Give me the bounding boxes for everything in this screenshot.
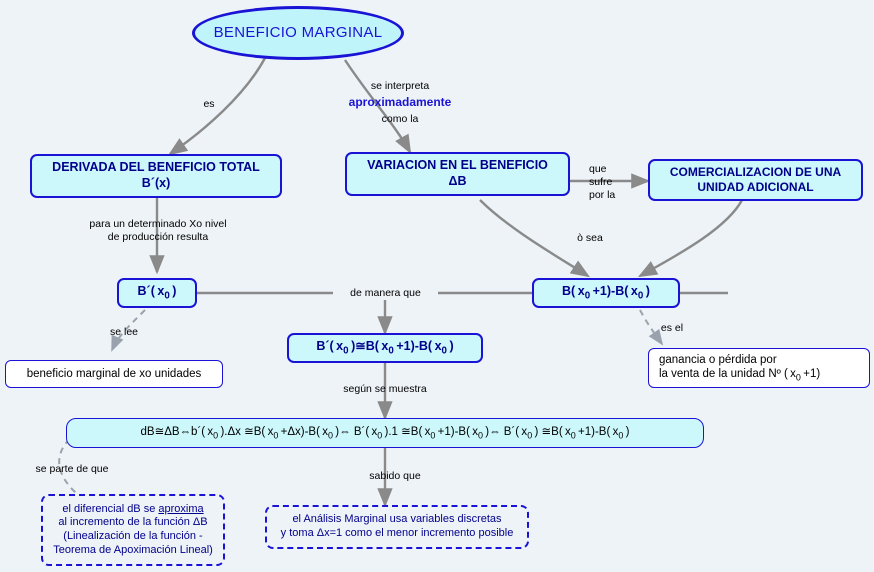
node-variacion-beneficio[interactable] [345,152,570,196]
node-diferencial-line3: (Linealización de la función - [63,530,203,542]
node-analisis-line1: el Análisis Marginal usa variables discretas [292,513,502,526]
edge-label-o-sea: ò sea [577,232,603,244]
node-derivada-beneficio-total[interactable] [30,154,282,198]
edge-label-sabido-que: sabido que [369,470,421,482]
edge-label-para-determinado-l1: para un determinado Xo nivel [89,218,227,230]
node-comercializacion-line1: COMERCIALIZACION DE UNA [669,165,842,179]
node-comercializacion-line2: UNIDAD ADICIONAL [697,180,814,194]
node-beneficio-marginal-unidades[interactable] [5,360,223,388]
node-analisis-marginal[interactable] [265,505,529,549]
node-ganancia-perdida[interactable] [648,348,870,388]
edge-label-sufre: sufre [589,176,613,189]
edge-label-se-interpreta: se interpreta [370,80,430,92]
node-beneficio-marginal[interactable] [192,6,404,60]
edge-label-que: que [589,163,607,175]
edge-label-es-el: es el [660,322,684,334]
node-derivada-line2: B´(x) [141,176,171,190]
edge-label-para-determinado [48,218,268,244]
node-variacion-line2: ΔB [448,174,467,188]
node-diferencial-line1: el diferencial dB se aproxima [62,502,204,515]
node-ganancia-line1: ganancia o pérdida por [659,353,777,366]
node-variacion-line1: VARIACION EN EL BENEFICIO [367,158,548,173]
node-formula-general-label: dB≅ΔB⇔b´( $x_0$ ).Δx ≅B( $x_0 +\Delta x)-B$( $x_0$ )⇔ B´( $x_0$ ).1 ≅B( $x_0 +1)-B$( $x_0$ )⇔ B´( $x_0$ ) ≅B( $x_0 +1)-B$( $x_0$ ) [140,425,630,441]
node-diferencial-line2: al incremento de la función ΔB [58,516,208,529]
node-analisis-line2: y toma Δx=1 como el menor incremento posible [280,527,514,539]
node-diferencia-b-label: B( $x_0 +1)-B$( $x_0$ ) [562,283,650,302]
node-derivada-line1: DERIVADA DEL BENEFICIO TOTAL [52,160,260,175]
edge-label-se-parte-de-que: se parte de que [35,463,109,475]
node-comercializacion-unidad[interactable] [648,159,863,201]
node-ganancia-line2: la venta de la unidad Nº ( $x_0 +1$) [659,367,821,383]
edge-label-segun-se-muestra: según se muestra [343,383,427,395]
edge-label-que-sufre-por-la [589,163,635,202]
node-aproximacion-label: B´( $x_0$ )≅B( $x_0 +1)-B$( $x_0$ ) [316,338,454,357]
edge-label-como-la: como la [381,113,419,125]
node-diferencial-aproxima[interactable] [41,494,225,566]
edge-label-para-determinado-l2: de producción resulta [107,231,209,244]
node-formula-general[interactable] [66,418,704,448]
edge-label-se-lee: se lee [109,326,139,338]
node-b-prima-x0[interactable] [117,278,197,308]
node-b-prima-x0-label: B´( $x_0$ ) [137,283,177,302]
node-diferencia-b[interactable] [532,278,680,308]
edge-label-aproximadamente: aproximadamente [348,95,452,109]
edge-label-de-manera-que: de manera que [333,287,438,300]
node-diferencial-line4: Teorema de Apoximación Lineal) [53,543,213,556]
node-beneficio-marginal-unidades-label: beneficio marginal de xo unidades [26,367,202,380]
edge-label-por-la: por la [589,189,616,202]
node-aproximacion[interactable] [287,333,483,363]
edge-label-es: es [203,98,215,110]
node-beneficio-marginal-label: BENEFICIO MARGINAL [213,23,383,41]
